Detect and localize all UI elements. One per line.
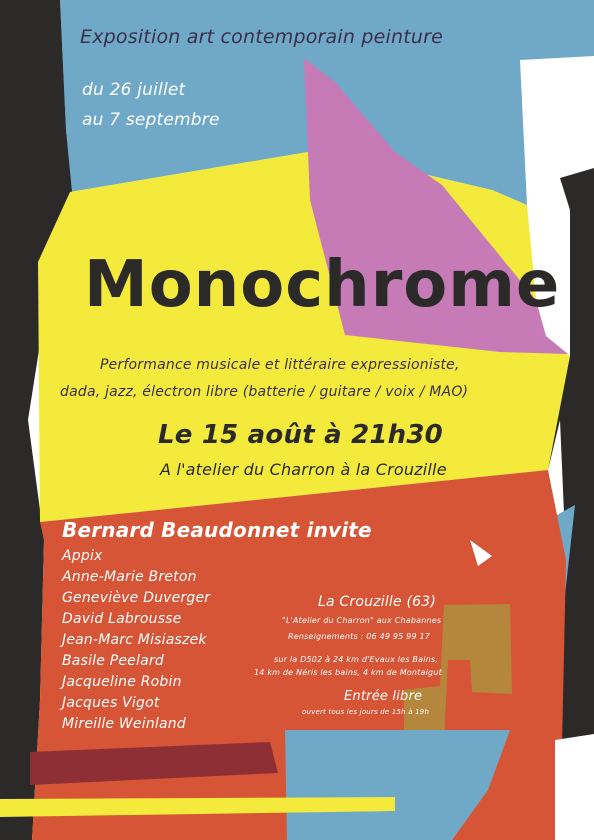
info-directions-2: 14 km de Néris les bains, 4 km de Montaigut (254, 668, 442, 677)
info-directions-1: sur la D502 à 24 km d'Evaux les Bains, (274, 655, 439, 664)
performance-line-2: dada, jazz, électron libre (batterie / guitare / voix / MAO) (60, 384, 469, 400)
performance-line-1: Performance musicale et littéraire expressioniste, (100, 357, 460, 373)
white-corner (555, 734, 594, 840)
artist-name: Geneviève Duverger (62, 590, 211, 606)
artists-heading: Bernard Beaudonnet invite (62, 518, 372, 542)
artist-name: David Labrousse (62, 611, 182, 627)
event-venue: A l'atelier du Charron à la Crouzille (160, 460, 447, 479)
info-hours: ouvert tous les jours de 15h à 19h (302, 708, 430, 716)
dates-line-1: du 26 juillet (82, 80, 186, 100)
artist-name: Jean-Marc Misiaszek (62, 632, 207, 648)
poster-title: Monochrome (84, 248, 561, 322)
event-datetime: Le 15 août à 21h30 (158, 420, 443, 450)
info-contact: Renseignements : 06 49 95 99 17 (288, 632, 431, 641)
exhibition-subtitle: Exposition art contemporain peinture (80, 26, 444, 48)
artist-name: Jacqueline Robin (62, 674, 182, 690)
info-location: La Crouzille (63) (318, 594, 437, 610)
artist-name: Appix (62, 548, 103, 564)
info-entry: Entrée libre (344, 689, 423, 704)
artist-name: Basile Peelard (62, 653, 164, 669)
artist-name: Anne-Marie Breton (62, 569, 197, 585)
dates-line-2: au 7 septembre (82, 110, 220, 130)
artist-name: Mireille Weinland (62, 716, 186, 732)
artist-name: Jacques Vigot (62, 695, 160, 711)
info-place: "L'Atelier du Charron" aux Chabannes (282, 616, 442, 625)
